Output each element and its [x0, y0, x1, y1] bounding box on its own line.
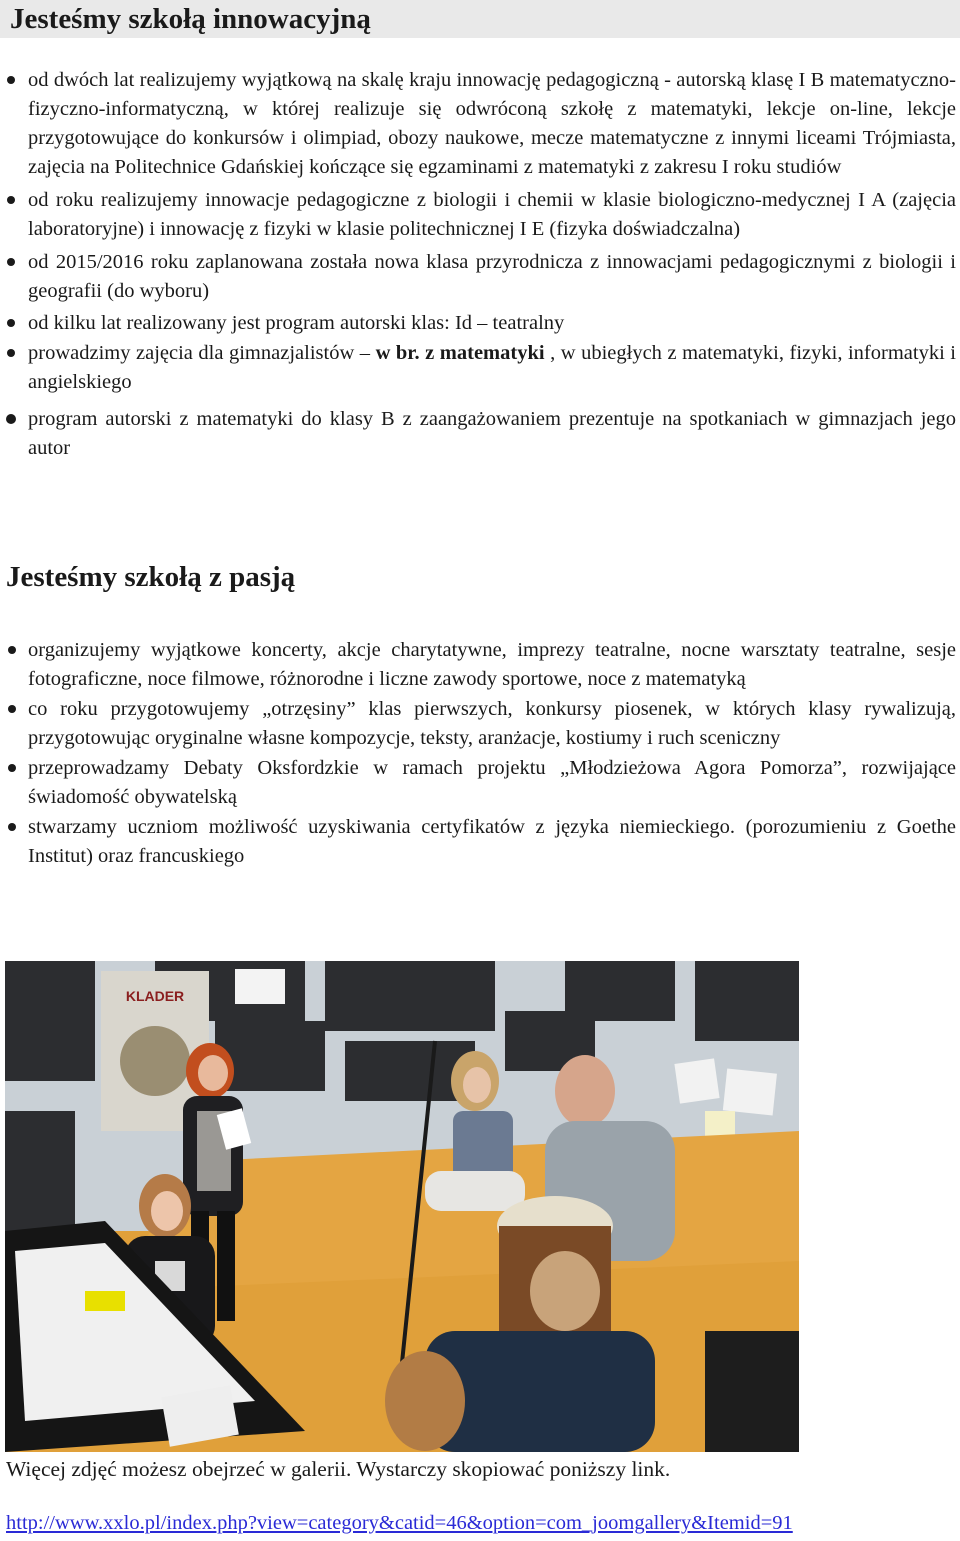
section-title-innovative: Jesteśmy szkołą innowacyjną — [10, 3, 371, 35]
list-item-text: od kilku lat realizowany jest program autorski klas: Id – teatralny — [28, 312, 565, 334]
innovation-list — [6, 66, 956, 463]
list-item-text: co roku przygotowujemy „otrzęsiny” klas pierwszych, konkursy piosenek, w których klasy rywalizują, przygotowując oryginalne własne kompozycje, teksty, aranżacje, kostiumy i ruch sceniczny — [28, 698, 956, 749]
list-item — [6, 813, 956, 871]
list-item-text: przeprowadzamy Debaty Oksfordzkie w ramach projektu „Młodzieżowa Agora Pomorza”, rozwijające świadomość obywatelską — [28, 757, 956, 808]
list-item — [6, 636, 956, 694]
list-item — [6, 695, 956, 753]
bullet-icon — [6, 414, 16, 424]
list-item — [6, 309, 956, 338]
list-item — [6, 248, 956, 306]
passion-list — [6, 636, 956, 872]
list-item-text: od dwóch lat realizujemy wyjątkową na skalę kraju innowację pedagogiczną - autorską klasę I B matematyczno-fizyczno-informatyczną, w której realizuje się odwróconą szkołę z matematyki, lekcje on-line, lekcje przygotowujące do konkursów i olimpiad, obozy naukowe, mecze matematyczne z innymi liceami Trójmiasta, zajęcia na Politechnice Gdańskiej kończące się egzaminami z matematyki z zakresu I roku studiów — [28, 69, 956, 178]
list-item-text-bold: w br. z matematyki — [375, 342, 545, 364]
bullet-icon — [7, 319, 15, 327]
list-item-text: program autorski z matematyki do klasy B z zaangażowaniem prezentuje na spotkaniach w gimnazjach jego autor — [28, 408, 956, 459]
music-workshop-photo — [5, 961, 799, 1452]
bullet-icon — [8, 705, 16, 713]
list-item — [6, 754, 956, 812]
bullet-icon — [7, 76, 15, 84]
bullet-icon — [7, 196, 15, 204]
list-item — [6, 186, 956, 244]
bullet-icon — [8, 823, 16, 831]
gallery-link[interactable]: http://www.xxlo.pl/index.php?view=category&catid=46&option=com_joomgallery&Itemid=91 — [6, 1512, 793, 1534]
section-title-passion: Jesteśmy szkołą z pasją — [6, 561, 296, 593]
bullet-icon — [8, 764, 16, 772]
list-item-text-before: prowadzimy zajęcia dla gimnazjalistów – — [28, 342, 376, 364]
gallery-caption: Więcej zdjęć możesz obejrzeć w galerii. Wystarczy skopiować poniższy link. — [6, 1457, 671, 1481]
list-item-text: stwarzamy uczniom możliwość uzyskiwania certyfikatów z języka niemieckiego. (porozumieniu z Goethe Institut) oraz francuskiego — [28, 816, 956, 867]
list-item-text: organizujemy wyjątkowe koncerty, akcje charytatywne, imprezy teatralne, nocne warsztaty teatralne, sesje fotograficzne, noce filmowe, różnorodne i liczne zawody sportowe, noce z matematyką — [28, 639, 956, 690]
list-item — [6, 405, 956, 463]
poster-text: KLADER — [125, 988, 185, 1004]
list-item-text: od roku realizujemy innowacje pedagogiczne z biologii i chemii w klasie biologiczno-medycznej I A (zajęcia laboratoryjne) i innowację z fizyki w klasie politechnicznej I E (fizyka doświadczalna) — [28, 189, 956, 240]
list-item-text-after: , w ubiegłych z matematyki, fizyki, informatyki i angielskiego — [28, 342, 956, 393]
bullet-icon — [7, 349, 15, 357]
list-item — [6, 339, 956, 397]
list-item-text: od 2015/2016 roku zaplanowana została nowa klasa przyrodnicza z innowacjami pedagogicznymi z biologii i geografii (do wyboru) — [28, 251, 956, 302]
photo-illustration — [5, 961, 799, 1452]
list-item — [6, 66, 956, 182]
bullet-icon — [7, 258, 15, 266]
bullet-icon — [8, 646, 16, 654]
